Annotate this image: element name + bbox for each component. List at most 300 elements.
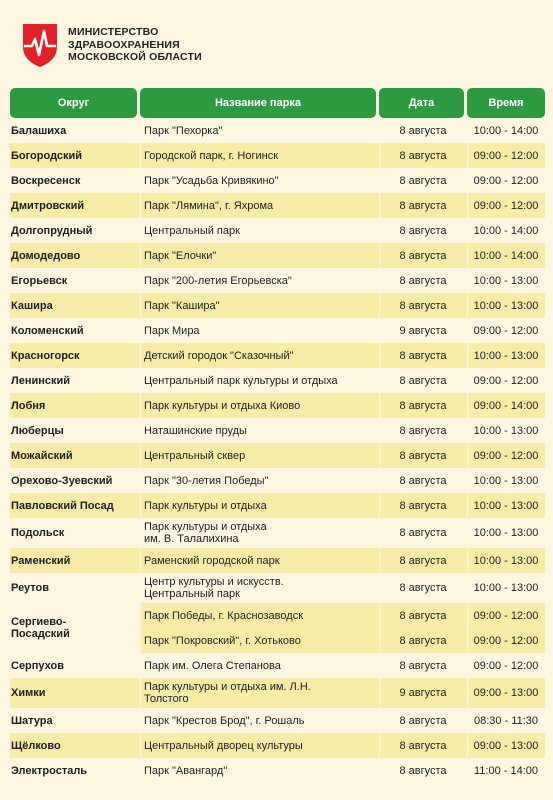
cell-time-text: 10:00 - 13:00 [473, 582, 539, 594]
cell-park-name-text: Центральный парк культуры и отдыха [144, 374, 338, 387]
cell-date [379, 573, 467, 603]
cell-date [379, 318, 467, 343]
cell-date-text: 8 августа [399, 527, 447, 539]
column-separator [467, 733, 468, 758]
table-row [10, 548, 545, 573]
table-row [10, 243, 545, 268]
cell-park-name-text: Парк "200-летия Егорьевска" [144, 274, 292, 287]
column-separator [379, 733, 380, 758]
cell-district [10, 603, 140, 653]
cell-district-text: Домодедово [11, 249, 81, 262]
cell-time [467, 653, 545, 678]
column-header-date: Дата [379, 88, 464, 118]
cell-time-text: 09:00 - 12:00 [473, 174, 539, 187]
cell-district [10, 493, 140, 518]
ministry-name-line-3: МОСКОВСКОЙ ОБЛАСТИ [68, 51, 202, 64]
column-header-district: Округ [10, 88, 137, 118]
table-row [10, 518, 545, 548]
cell-time-text: 09:00 - 13:00 [473, 687, 539, 699]
cell-district [10, 418, 140, 443]
table-row [10, 733, 545, 758]
cell-park-name [140, 218, 379, 243]
cell-date-text: 8 августа [399, 224, 447, 237]
column-separator [379, 678, 380, 708]
cell-time-text: 10:00 - 14:00 [473, 124, 539, 137]
cell-park-name [140, 418, 379, 443]
column-separator [467, 168, 468, 193]
cell-time-text: 09:00 - 12:00 [473, 324, 539, 337]
cell-park-name [140, 193, 379, 218]
cell-park-name-text: Парк "Покровский", г. Хотьково [144, 634, 301, 647]
column-separator [379, 573, 380, 603]
cell-district [10, 318, 140, 343]
column-separator [379, 218, 380, 243]
column-separator [467, 418, 468, 443]
cell-date-text: 8 августа [399, 274, 447, 287]
cell-district-text: Шатура [11, 714, 53, 727]
cell-park-name-text: Парк "Елочки" [144, 249, 217, 262]
cell-date-text: 8 августа [399, 249, 447, 262]
cell-park-name [140, 393, 379, 418]
cell-time-text: 08:30 - 11:30 [473, 714, 538, 727]
column-separator [379, 268, 380, 293]
cell-park-name [140, 368, 379, 393]
cell-park-name [140, 268, 379, 293]
table-header [10, 88, 545, 118]
cell-date [379, 168, 467, 193]
cell-district-text: Щёлково [11, 739, 61, 752]
cell-district-text: Сергиево- Посадский [11, 616, 70, 640]
column-header-park-name: Название парка [140, 88, 376, 118]
column-separator [379, 318, 380, 343]
cell-park-name-text: Наташинские пруды [144, 424, 247, 437]
column-separator [379, 758, 380, 783]
cell-date [379, 653, 467, 678]
cell-park-name-text: Парк Победы, г. Краснозаводск [144, 609, 304, 622]
cell-district-text: Можайский [11, 449, 73, 462]
cell-date-text: 8 августа [399, 499, 447, 512]
cell-time-text: 10:00 - 14:00 [473, 249, 539, 262]
cell-time [467, 318, 545, 343]
table-row [10, 603, 545, 640]
cell-time-text: 09:00 - 12:00 [473, 609, 539, 622]
cell-district [10, 678, 140, 708]
column-separator [467, 218, 468, 243]
table-row [10, 678, 545, 708]
column-separator [467, 293, 468, 318]
cell-date-text: 8 августа [399, 554, 447, 567]
column-separator [467, 518, 468, 548]
column-separator [467, 118, 468, 143]
table-row [10, 293, 545, 318]
cell-date [379, 733, 467, 758]
cell-park-name-text: Парк "Усадьба Кривякино" [144, 174, 279, 187]
cell-district-text: Долгопрудный [11, 224, 93, 237]
column-separator [379, 168, 380, 193]
parks-schedule-table [10, 88, 545, 783]
cell-time-text: 09:00 - 13:00 [473, 739, 539, 752]
cell-park-name-text: Парк "Кашира" [144, 299, 220, 312]
cell-time-text: 10:00 - 13:00 [473, 349, 539, 362]
cell-park-name-text: Парк культуры и отдыха [144, 499, 267, 512]
column-separator [140, 293, 141, 318]
cell-date [379, 468, 467, 493]
cell-district-text: Люберцы [11, 424, 64, 437]
cell-district [10, 548, 140, 573]
cell-time [467, 293, 545, 318]
cell-park-name-text: Парк "Крестов Брод", г. Рошаль [144, 714, 305, 727]
cell-date [379, 418, 467, 443]
column-separator [379, 393, 380, 418]
cell-time-text: 09:00 - 12:00 [473, 659, 539, 672]
cell-district-text: Серпухов [11, 659, 65, 672]
column-separator [467, 318, 468, 343]
column-separator [467, 708, 468, 733]
cell-park-name [140, 708, 379, 733]
column-separator [467, 243, 468, 268]
column-separator [140, 468, 141, 493]
cell-district [10, 193, 140, 218]
cell-time [467, 758, 545, 783]
cell-date-text: 8 августа [399, 739, 447, 752]
cell-date-text: 8 августа [399, 764, 447, 777]
cell-date-text: 8 августа [399, 659, 447, 672]
column-separator [140, 418, 141, 443]
cell-park-name-text: Центр культуры и искусств. Центральный парк [144, 576, 284, 600]
cell-time-text: 09:00 - 14:00 [473, 399, 539, 412]
cell-date-text: 9 августа [399, 324, 447, 337]
cell-district [10, 268, 140, 293]
cell-district-text: Химки [11, 687, 46, 699]
column-separator [467, 573, 468, 603]
cell-district [10, 573, 140, 603]
cell-district-text: Подольск [11, 527, 65, 539]
cell-time-text: 10:00 - 13:00 [473, 274, 539, 287]
cell-time [467, 218, 545, 243]
column-separator [379, 708, 380, 733]
cell-time-text: 09:00 - 12:00 [473, 149, 539, 162]
cell-park-name [140, 343, 379, 368]
cell-district [10, 758, 140, 783]
cell-date-text: 8 августа [399, 714, 447, 727]
cell-time [467, 368, 545, 393]
column-separator [467, 393, 468, 418]
column-header-time: Время [467, 88, 545, 118]
cell-date-text: 9 августа [399, 687, 447, 699]
cell-date-text: 8 августа [399, 582, 447, 594]
cell-time-text: 11:00 - 14:00 [473, 764, 538, 777]
cell-time [467, 343, 545, 368]
column-separator [467, 368, 468, 393]
cell-time-text: 09:00 - 12:00 [473, 199, 539, 212]
cell-park-name-text: Парк "Авангард" [144, 764, 228, 777]
table-row [10, 143, 545, 168]
cell-district-text: Воскресенск [11, 174, 81, 187]
column-separator [379, 548, 380, 573]
column-separator [379, 243, 380, 268]
cell-district-text: Ленинский [11, 374, 71, 387]
cell-district [10, 293, 140, 318]
column-separator [467, 193, 468, 218]
ministry-name [68, 26, 202, 64]
ministry-name-line-1: МИНИСТЕРСТВО [68, 26, 159, 39]
cell-date [379, 118, 467, 143]
cell-date-text: 8 августа [399, 634, 447, 647]
column-separator [140, 628, 141, 653]
column-separator [379, 293, 380, 318]
cell-date [379, 493, 467, 518]
cell-park-name-text: Парк Мира [144, 324, 200, 337]
table-row [10, 318, 545, 343]
cell-park-name-text: Парк "Пехорка" [144, 124, 223, 137]
column-separator [379, 343, 380, 368]
column-separator [467, 143, 468, 168]
table-row [10, 708, 545, 733]
table-row [10, 758, 545, 783]
cell-time [467, 143, 545, 168]
cell-date [379, 243, 467, 268]
column-separator [467, 468, 468, 493]
cell-park-name-text: Детский городок "Сказочный" [144, 349, 294, 362]
cell-date [379, 518, 467, 548]
column-separator [140, 573, 141, 603]
column-separator [140, 443, 141, 468]
cell-date [379, 678, 467, 708]
cell-time-text: 10:00 - 13:00 [473, 474, 539, 487]
cell-district-text: Лобня [11, 399, 46, 412]
column-separator [379, 443, 380, 468]
cell-park-name [140, 758, 379, 783]
column-separator [379, 628, 380, 653]
cell-district-text: Кашира [11, 299, 53, 312]
column-separator [379, 493, 380, 518]
column-separator [140, 343, 141, 368]
cell-date-text: 8 августа [399, 374, 447, 387]
cell-park-name-text: Парк культуры и отдыха им. В. Талалихина [144, 521, 267, 545]
cell-district [10, 168, 140, 193]
cell-time-text: 10:00 - 14:00 [473, 224, 539, 237]
column-separator [140, 678, 141, 708]
cell-date-text: 8 августа [399, 124, 447, 137]
column-separator [140, 518, 141, 548]
ministry-name-line-2: ЗДРАВООХРАНЕНИЯ [68, 38, 180, 51]
column-separator [467, 603, 468, 628]
cell-date-text: 8 августа [399, 609, 447, 622]
cell-date [379, 443, 467, 468]
cell-park-name [140, 603, 379, 628]
column-separator [140, 118, 141, 143]
cell-district-text: Дмитровский [11, 199, 85, 212]
cell-district-text: Электросталь [11, 764, 88, 777]
cell-district [10, 393, 140, 418]
column-separator [140, 193, 141, 218]
cell-time-text: 10:00 - 13:00 [473, 527, 539, 539]
cell-district-text: Раменский [11, 554, 71, 567]
cell-district-text: Орехово-Зуевский [11, 474, 113, 487]
cell-time [467, 603, 545, 628]
column-separator [140, 218, 141, 243]
column-separator [379, 653, 380, 678]
column-separator [379, 418, 380, 443]
column-separator [140, 393, 141, 418]
cell-date [379, 628, 467, 653]
table-row [10, 573, 545, 603]
cell-park-name [140, 653, 379, 678]
cell-park-name [140, 168, 379, 193]
cell-park-name [140, 733, 379, 758]
cell-district-text: Балашиха [11, 124, 67, 137]
cell-time [467, 393, 545, 418]
cell-date-text: 8 августа [399, 424, 447, 437]
cell-district [10, 518, 140, 548]
cell-date [379, 268, 467, 293]
cell-park-name [140, 118, 379, 143]
column-separator [140, 603, 141, 628]
table-row [10, 493, 545, 518]
column-separator [379, 468, 380, 493]
cell-time [467, 268, 545, 293]
cell-time [467, 548, 545, 573]
cell-district [10, 218, 140, 243]
column-separator [467, 343, 468, 368]
column-separator [140, 548, 141, 573]
column-separator [467, 268, 468, 293]
table-row [10, 468, 545, 493]
cell-time-text: 10:00 - 13:00 [473, 299, 539, 312]
cell-time [467, 468, 545, 493]
cell-district-text: Коломенский [11, 324, 84, 337]
cell-park-name [140, 518, 379, 548]
cell-district-text: Павловский Посад [11, 499, 114, 512]
cell-date-text: 8 августа [399, 449, 447, 462]
cell-park-name-text: Городской парк, г. Ногинск [144, 149, 279, 162]
table-row [10, 268, 545, 293]
cell-district [10, 368, 140, 393]
cell-date-text: 8 августа [399, 399, 447, 412]
cell-district [10, 143, 140, 168]
cell-district-text: Егорьевск [11, 274, 68, 287]
cell-time [467, 418, 545, 443]
cell-time-text: 10:00 - 13:00 [473, 554, 539, 567]
cell-time [467, 443, 545, 468]
column-separator [467, 653, 468, 678]
cell-park-name [140, 628, 379, 653]
column-separator [379, 143, 380, 168]
cell-district [10, 653, 140, 678]
table-row [10, 168, 545, 193]
column-separator [140, 143, 141, 168]
cell-park-name-text: Центральный парк [144, 224, 240, 237]
cell-date [379, 368, 467, 393]
column-separator [467, 678, 468, 708]
cell-park-name [140, 143, 379, 168]
cell-date [379, 548, 467, 573]
cell-park-name-text: Центральный дворец культуры [144, 739, 303, 752]
cell-date [379, 193, 467, 218]
column-separator [140, 708, 141, 733]
column-separator [140, 493, 141, 518]
cell-park-name-text: Парк "30-летия Победы" [144, 474, 269, 487]
column-separator [140, 318, 141, 343]
table-row [10, 418, 545, 443]
column-separator [140, 653, 141, 678]
cell-date [379, 393, 467, 418]
cell-time [467, 168, 545, 193]
table-row [10, 193, 545, 218]
cell-date [379, 708, 467, 733]
table-row [10, 368, 545, 393]
cell-park-name-text: Парк "Лямина", г. Яхрома [144, 199, 274, 212]
column-separator [379, 368, 380, 393]
cell-district-text: Красногорск [11, 349, 80, 362]
cell-time [467, 118, 545, 143]
column-separator [379, 518, 380, 548]
table-body [10, 118, 545, 783]
cell-park-name [140, 573, 379, 603]
cell-park-name [140, 243, 379, 268]
cell-district [10, 343, 140, 368]
cell-date-text: 8 августа [399, 199, 447, 212]
cell-time [467, 708, 545, 733]
cell-district-text: Богородский [11, 149, 83, 162]
cell-district [10, 708, 140, 733]
table-row [10, 653, 545, 678]
cell-date [379, 218, 467, 243]
ministry-logo-icon [20, 21, 60, 69]
table-row [10, 393, 545, 418]
cell-date-text: 8 августа [399, 174, 447, 187]
cell-park-name [140, 493, 379, 518]
cell-time-text: 09:00 - 12:00 [473, 634, 539, 647]
cell-date [379, 603, 467, 628]
cell-date-text: 8 августа [399, 149, 447, 162]
cell-time [467, 733, 545, 758]
column-separator [140, 368, 141, 393]
column-separator [379, 193, 380, 218]
column-separator [467, 493, 468, 518]
cell-time-text: 10:00 - 13:00 [473, 424, 539, 437]
cell-time [467, 193, 545, 218]
cell-park-name [140, 443, 379, 468]
cell-date [379, 343, 467, 368]
cell-park-name [140, 468, 379, 493]
cell-park-name [140, 548, 379, 573]
column-separator [140, 243, 141, 268]
cell-district [10, 468, 140, 493]
cell-time [467, 573, 545, 603]
cell-district [10, 733, 140, 758]
cell-district [10, 443, 140, 468]
column-separator [467, 758, 468, 783]
cell-district [10, 118, 140, 143]
cell-time-text: 09:00 - 12:00 [473, 374, 539, 387]
cell-district-text: Реутов [11, 582, 50, 594]
cell-time [467, 243, 545, 268]
table-row [10, 118, 545, 143]
cell-time-text: 10:00 - 13:00 [473, 499, 539, 512]
cell-date-text: 8 августа [399, 474, 447, 487]
header [20, 20, 202, 70]
cell-park-name [140, 293, 379, 318]
column-separator [467, 628, 468, 653]
column-separator [140, 268, 141, 293]
column-separator [467, 443, 468, 468]
cell-park-name-text: Парк культуры и отдыха Киово [144, 399, 301, 412]
cell-time [467, 493, 545, 518]
cell-date [379, 293, 467, 318]
table-row [10, 218, 545, 243]
column-separator [140, 168, 141, 193]
